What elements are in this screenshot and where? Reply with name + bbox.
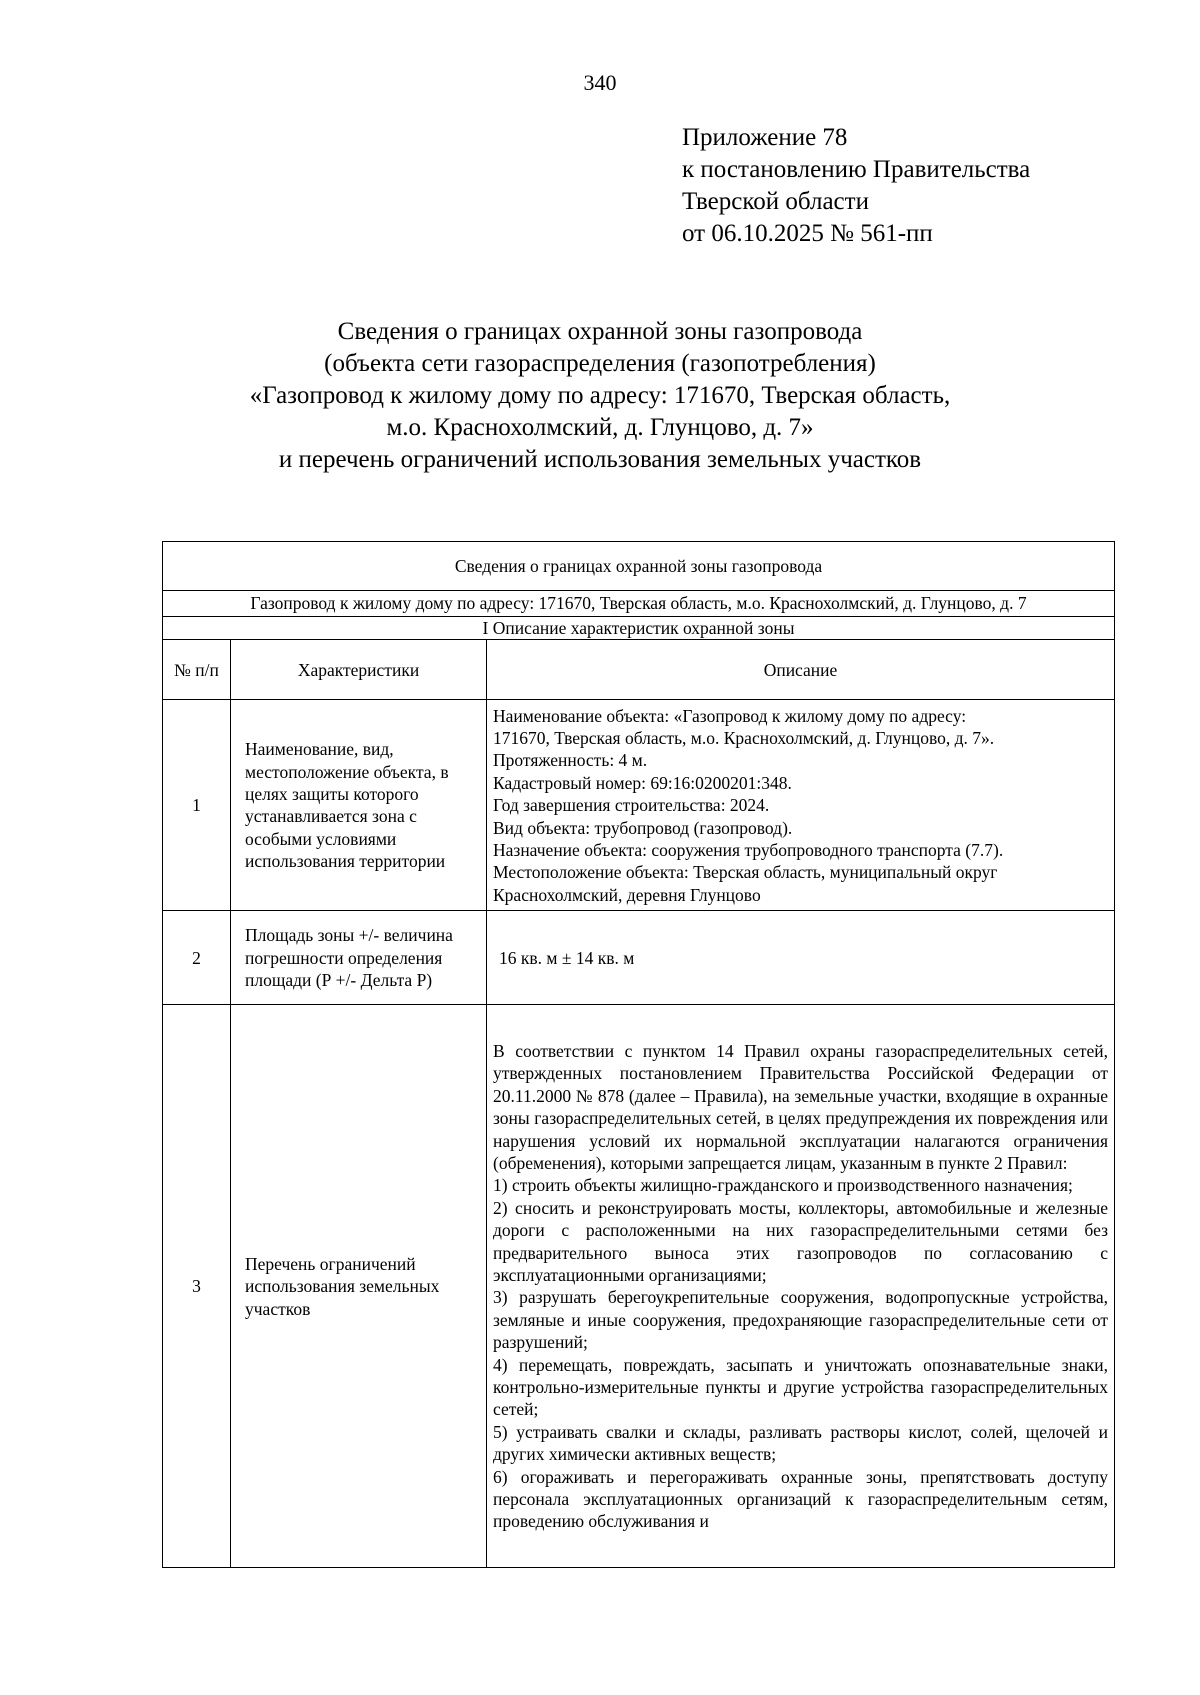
row-number: 1 bbox=[163, 700, 231, 911]
restriction-item: 3) разрушать берегоукрепительные сооружения, водопропускные устройства, земляные и иные сооружения, предохраняющие газораспределительные сети от разрушений; bbox=[493, 1287, 1108, 1353]
document-title bbox=[0, 316, 1200, 476]
appendix-line: к постановлению Правительства bbox=[682, 156, 1031, 183]
header-description: Описание bbox=[487, 640, 1115, 700]
row-characteristic: Площадь зоны +/- величина погрешности определения площади (Р +/- Дельта Р) bbox=[231, 911, 487, 1005]
table-row bbox=[163, 1005, 1115, 1568]
restriction-item: 6) огораживать и перегораживать охранные зоны, препятствовать доступу персонала эксплуатационных организаций к газораспределительным сетям, проведению обслуживания и bbox=[493, 1466, 1108, 1532]
restriction-item: 2) сносить и реконструировать мосты, коллекторы, автомобильные и железные дороги с расположенными на них газораспределительными сетями без предварительного выноса этих газопроводов по согласованию с эксплуатационными организациями; bbox=[493, 1197, 1108, 1285]
table-row bbox=[163, 700, 1115, 911]
table-row bbox=[163, 911, 1115, 1005]
header-characteristics: Характеристики bbox=[231, 640, 487, 700]
restriction-item: 1) строить объекты жилищно-гражданского и производственного назначения; bbox=[493, 1175, 1073, 1196]
row-characteristic: Наименование, вид, местоположение объекта, в целях защиты которого устанавливается зона с особыми условиями использования территории bbox=[231, 700, 487, 911]
row-characteristic: Перечень ограничений использования земельных участков bbox=[231, 1005, 487, 1568]
restriction-item: 4) перемещать, повреждать, засыпать и уничтожать опознавательные знаки, контрольно-измерительные пункты и другие устройства газораспределительных сетей; bbox=[493, 1354, 1108, 1420]
description-line: Местоположение объекта: Тверская область, муниципальный округ bbox=[493, 862, 998, 883]
appendix-block bbox=[682, 122, 1030, 250]
row-number: 2 bbox=[163, 911, 231, 1005]
title-line: «Газопровод к жилому дому по адресу: 171670, Тверская область, bbox=[249, 382, 951, 409]
description-line: Назначение объекта: сооружения трубопроводного транспорта (7.7). bbox=[493, 840, 1004, 861]
area-value: 16 кв. м ± 14 кв. м bbox=[487, 911, 1115, 1005]
appendix-line: Тверской области bbox=[682, 188, 869, 215]
title-line: м.о. Краснохолмский, д. Глунцово, д. 7» bbox=[386, 414, 814, 441]
header-num: № п/п bbox=[163, 640, 231, 700]
description-line: Год завершения строительства: 2024. bbox=[493, 795, 770, 816]
table-section-heading: I Описание характеристик охранной зоны bbox=[163, 617, 1115, 640]
restriction-paragraph: В соответствии с пунктом 14 Правил охраны газораспределительных сетей, утвержденных постановлением Правительства Российской Федерации от 20.11.2000 № 878 (далее – Правила), на земельные участки, входящие в охранные зоны газораспределительных сетей, в целях предупреждения их повреждения или нарушения условий их нормальной эксплуатации налагаются ограничения (обременения), которыми запрещается лицам, указанным в пункте 2 Правил: bbox=[493, 1040, 1108, 1173]
description-line: Кадастровый номер: 69:16:0200201:348. bbox=[493, 772, 792, 793]
appendix-line: от 06.10.2025 № 561-пп bbox=[682, 220, 933, 247]
description-line: Вид объекта: трубопровод (газопровод). bbox=[493, 817, 793, 838]
description-line: 171670, Тверская область, м.о. Краснохолмский, д. Глунцово, д. 7». bbox=[493, 727, 995, 748]
page-number: 340 bbox=[583, 70, 617, 95]
description-line: Наименование объекта: «Газопровод к жилому дому по адресу: bbox=[493, 705, 967, 726]
zone-table bbox=[162, 541, 1115, 1568]
title-line: (объекта сети газораспределения (газопотребления) bbox=[324, 350, 876, 377]
table-object-line: Газопровод к жилому дому по адресу: 171670, Тверская область, м.о. Краснохолмский, д. Глунцово, д. 7 bbox=[163, 591, 1115, 617]
restrictions-text bbox=[487, 1005, 1115, 1568]
title-line: Сведения о границах охранной зоны газопровода bbox=[337, 318, 863, 345]
row-description bbox=[487, 700, 1115, 911]
description-line: Краснохолмский, деревня Глунцово bbox=[493, 884, 761, 905]
title-line: и перечень ограничений использования земельных участков bbox=[278, 446, 922, 473]
row-number: 3 bbox=[163, 1005, 231, 1568]
table-title: Сведения о границах охранной зоны газопровода bbox=[163, 542, 1115, 591]
appendix-line: Приложение 78 bbox=[682, 124, 848, 151]
description-line: Протяженность: 4 м. bbox=[493, 750, 648, 771]
restriction-item: 5) устраивать свалки и склады, разливать растворы кислот, солей, щелочей и других химически активных веществ; bbox=[493, 1421, 1108, 1465]
